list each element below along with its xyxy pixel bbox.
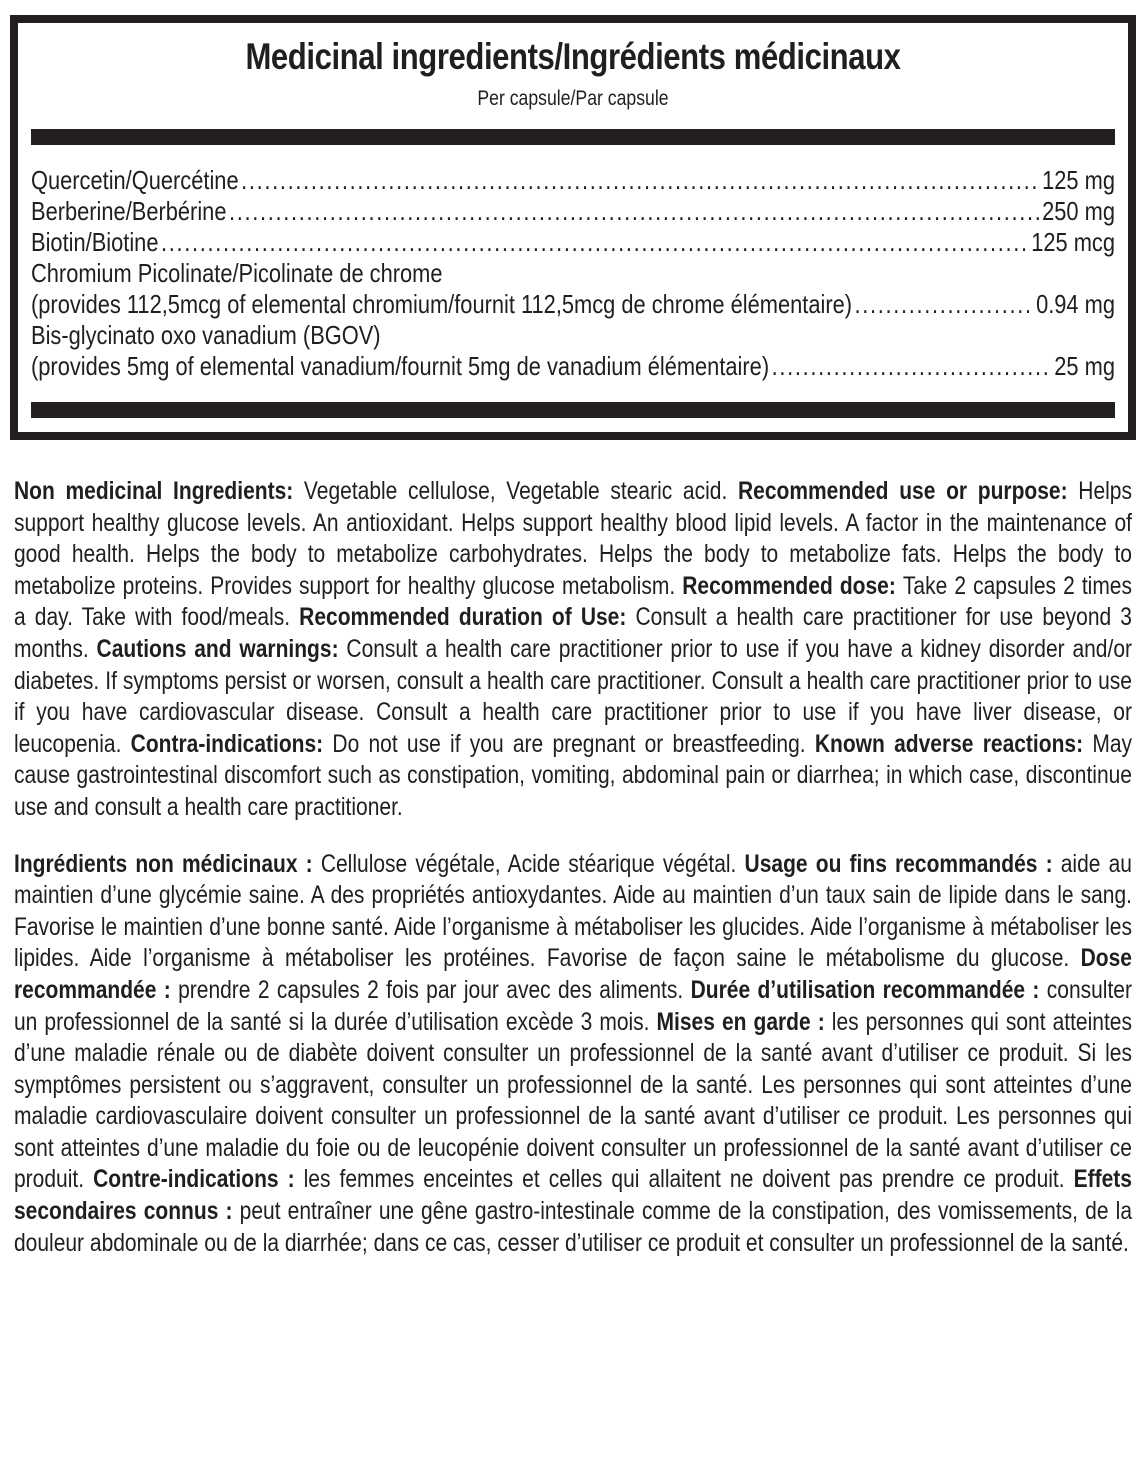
ingredient-amount: 0.94 mg [1036, 289, 1115, 319]
table-row [31, 165, 1115, 196]
divider-bar-top [31, 129, 1115, 145]
dot-leader [855, 289, 1033, 320]
supplement-label-page [0, 15, 1146, 1469]
ingredient-amount: 25 mg [1054, 351, 1115, 381]
divider-bar-bottom [31, 402, 1115, 418]
info-section [0, 476, 1146, 1259]
dot-leader [241, 165, 1039, 196]
dot-leader [161, 227, 1028, 258]
ingredient-amount: 250 mg [1042, 196, 1115, 226]
ingredient-amount: 125 mcg [1031, 227, 1115, 257]
dot-leader [229, 196, 1039, 227]
ingredient-name: Chromium Picolinate/Picolinate de chrome [31, 258, 443, 288]
table-row [31, 258, 1115, 289]
ingredient-name: Quercetin/Quercétine [31, 165, 239, 195]
info-paragraph-french: Ingrédients non médicinaux : Cellulose végétale, Acide stéarique végétal. Usage ou fins recommandés : aide au maintien d’une glycémie saine. A des propriétés antioxydantes. Aide au maintien d’un taux sain de lipide dans le sang. Favorise le maintien d’une bonne santé. Aide l’organisme à métaboliser les glucides. Aide l’organisme à métaboliser les lipides. Aide l’organisme à métaboliser les protéines. Favorise de façon saine le métabolisme du glucose. Dose recommandée : prendre 2 capsules 2 fois par jour avec des aliments. Durée d’utilisation recommandée : consulter un professionnel de la santé si la durée d’utilisation excède 3 mois. Mises en garde : les personnes qui sont atteintes d’une maladie rénale ou de diabète doivent consulter un professionnel de la santé avant d’utiliser ce produit. Si les symptômes persistent ou s’aggravent, consulter un professionnel de la santé. Les personnes qui sont atteintes d’une maladie cardiovasculaire doivent consulter un professionnel de la santé avant d’utiliser ce produit. Les personnes qui sont atteintes d’une maladie du foie ou de leucopénie doivent consulter un professionnel de la santé avant d’utiliser ce produit. Contre-indications : les femmes enceintes et celles qui allaitent ne doivent pas prendre ce produit. Effets secondaires connus : peut entraîner une gêne gastro-intestinale comme de la constipation, des vomissements, de la douleur abdominale ou de la diarrhée; dans ce cas, cesser d’utiliser ce produit et consulter un professionnel de la santé. [14, 849, 1133, 1257]
ingredient-name: (provides 112,5mcg of elemental chromium/fournit 112,5mcg de chrome élémentaire) [31, 289, 853, 319]
ingredient-name: (provides 5mg of elemental vanadium/fournit 5mg de vanadium élémentaire) [31, 351, 770, 381]
medicinal-ingredients-panel [10, 15, 1136, 440]
panel-title: Medicinal ingredients/Ingrédients médicinaux [245, 36, 901, 77]
ingredient-name: Bis-glycinato oxo vanadium (BGOV) [31, 320, 381, 350]
table-row [31, 351, 1115, 382]
table-row [31, 227, 1115, 258]
ingredient-amount: 125 mg [1042, 165, 1115, 195]
table-row [31, 196, 1115, 227]
table-row [31, 320, 1115, 351]
ingredient-name: Biotin/Biotine [31, 227, 159, 257]
ingredient-name: Berberine/Berbérine [31, 196, 227, 226]
ingredient-list [31, 165, 1115, 382]
info-paragraph-english: Non medicinal Ingredients: Vegetable cellulose, Vegetable stearic acid. Recommended use or purpose: Helps support healthy glucose levels. An antioxidant. Helps support healthy blood lipid levels. A factor in the maintenance of good health. Helps the body to metabolize carbohydrates. Helps the body to metabolize fats. Helps the body to metabolize proteins. Provides support for healthy glucose metabolism. Recommended dose: Take 2 capsules 2 times a day. Take with food/meals. Recommended duration of Use: Consult a health care practitioner for use beyond 3 months. Cautions and warnings: Consult a health care practitioner prior to use if you have a kidney disorder and/or diabetes. If symptoms persist or worsen, consult a health care practitioner. Consult a health care practitioner prior to use if you have cardiovascular disease. Consult a health care practitioner prior to use if you have liver disease, or leucopenia. Contra-indications: Do not use if you are pregnant or breastfeeding. Known adverse reactions: May cause gastrointestinal discomfort such as constipation, vomiting, abdominal pain or diarrhea; in which case, discontinue use and consult a health care practitioner. [14, 477, 1133, 821]
dot-leader [772, 351, 1051, 382]
panel-subtitle: Per capsule/Par capsule [477, 87, 669, 110]
table-row [31, 289, 1115, 320]
